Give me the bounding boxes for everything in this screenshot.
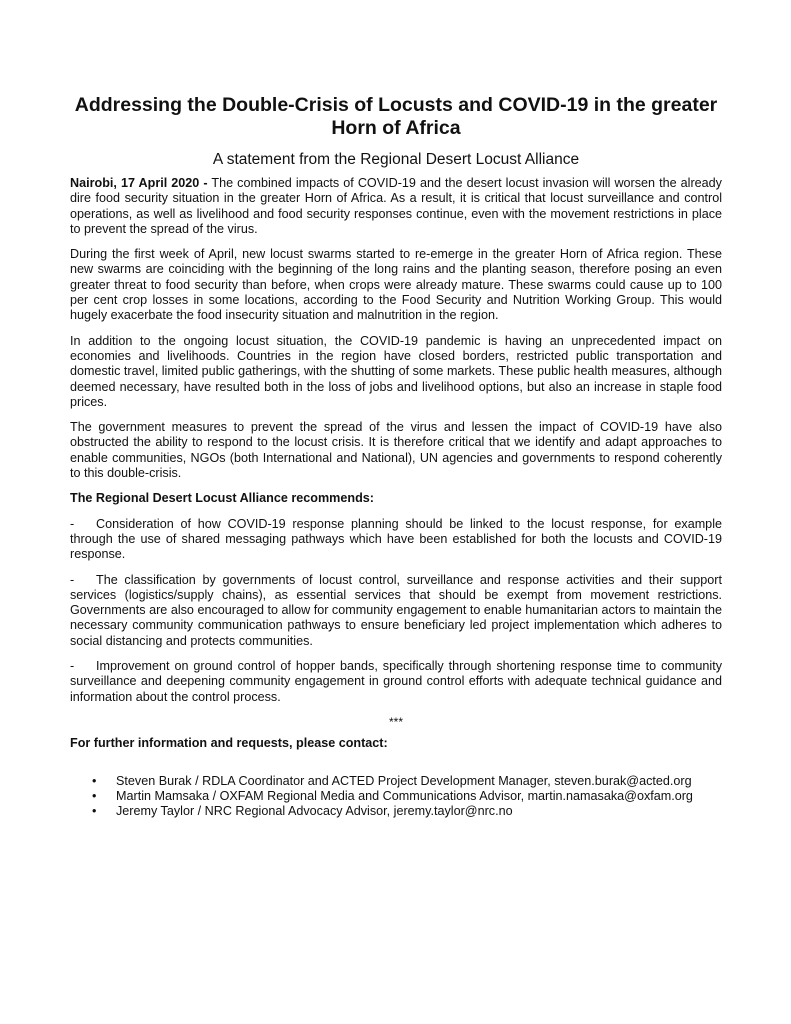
document-title: Addressing the Double-Crisis of Locusts and COVID-19 in the greater Horn of Africa: [74, 94, 718, 139]
recommendation-text: Improvement on ground control of hopper bands, specifically through shortening response time to community surveillance and deepening community engagement in ground control efforts with adequate technical guidance and information about the control process.: [70, 659, 722, 704]
contact-text: Jeremy Taylor / NRC Regional Advocacy Advisor, jeremy.taylor@nrc.no: [116, 804, 513, 819]
contact-list: [70, 774, 722, 820]
recommendation-item: [70, 573, 722, 649]
contact-heading: For further information and requests, please contact:: [70, 736, 388, 751]
recommendations-heading: The Regional Desert Locust Alliance recommends:: [70, 491, 374, 506]
recommendation-item: [70, 517, 722, 563]
contact-item: [70, 774, 722, 789]
contact-item: [70, 804, 722, 819]
paragraph-government-measures: The government measures to prevent the spread of the virus and lessen the impact of COVID-19 have also obstructed the ability to respond to the locust crisis. It is therefore critical that we identify and adapt approaches to enable communities, NGOs (both International and National), UN agencies and governments to respond coherently to this double-crisis.: [70, 420, 722, 481]
paragraph-covid-impact: In addition to the ongoing locust situation, the COVID-19 pandemic is having an unprecedented impact on economies and livelihoods. Countries in the region have closed borders, restricted public transportation and domestic travel, limited public gatherings, with the shutting of some markets. These public health measures, although deemed necessary, have resulted both in the loss of jobs and livelihood options, but also an increase in staple food prices.: [70, 333, 722, 409]
paragraph-intro: [70, 176, 722, 237]
recommendation-text: Consideration of how COVID-19 response planning should be linked to the locust response, for example through the use of shared messaging pathways which have been established for both the locusts and COVID-19 response.: [70, 516, 722, 562]
contact-item: [70, 789, 722, 804]
recommendation-text: The classification by governments of locust control, surveillance and response activities and their support services (logistics/supply chains), as essential services that should be exempt from movement restrictions. Governments are also encouraged to allow for community engagement to enable humanitarian actors to maintain the necessary community communication pathways to ensure beneficiary led project implementation which adheres to social distancing and protects communities.: [70, 572, 722, 648]
dash-marker: -: [70, 659, 75, 674]
document-subtitle: A statement from the Regional Desert Locust Alliance: [212, 151, 580, 168]
bullet-marker: •: [92, 773, 97, 788]
dash-marker: -: [70, 572, 75, 587]
section-separator: ***: [388, 714, 403, 729]
contact-text: Steven Burak / RDLA Coordinator and ACTED Project Development Manager, steven.burak@acted.org: [116, 773, 692, 788]
intro-text: The combined impacts of COVID-19 and the desert locust invasion will worsen the already dire food security situation in the greater Horn of Africa. As a result, it is critical that locust surveillance and control operations, as well as livelihood and food security responses continue, even with the movement restrictions in place to prevent the spread of the virus.: [70, 176, 722, 236]
dash-marker: -: [70, 516, 75, 531]
bullet-marker: •: [92, 788, 97, 803]
bullet-marker: •: [92, 804, 97, 819]
recommendation-item: [70, 659, 722, 705]
paragraph-swarms: During the first week of April, new locust swarms started to re-emerge in the greater Horn of Africa region. These new swarms are coinciding with the beginning of the long rains and the planting season, therefore posing an even greater threat to food security than before, when crops were already mature. These swarms could cause up to 100 per cent crop losses in some locations, according to the Food Security and Nutrition Working Group. This would hugely exacerbate the food insecurity situation and malnutrition in the region.: [70, 247, 722, 323]
document-page: [70, 94, 722, 819]
contact-text: Martin Mamsaka / OXFAM Regional Media and Communications Advisor, martin.namasaka@oxfam.org: [116, 788, 693, 803]
dateline: Nairobi, 17 April 2020 -: [70, 176, 208, 190]
